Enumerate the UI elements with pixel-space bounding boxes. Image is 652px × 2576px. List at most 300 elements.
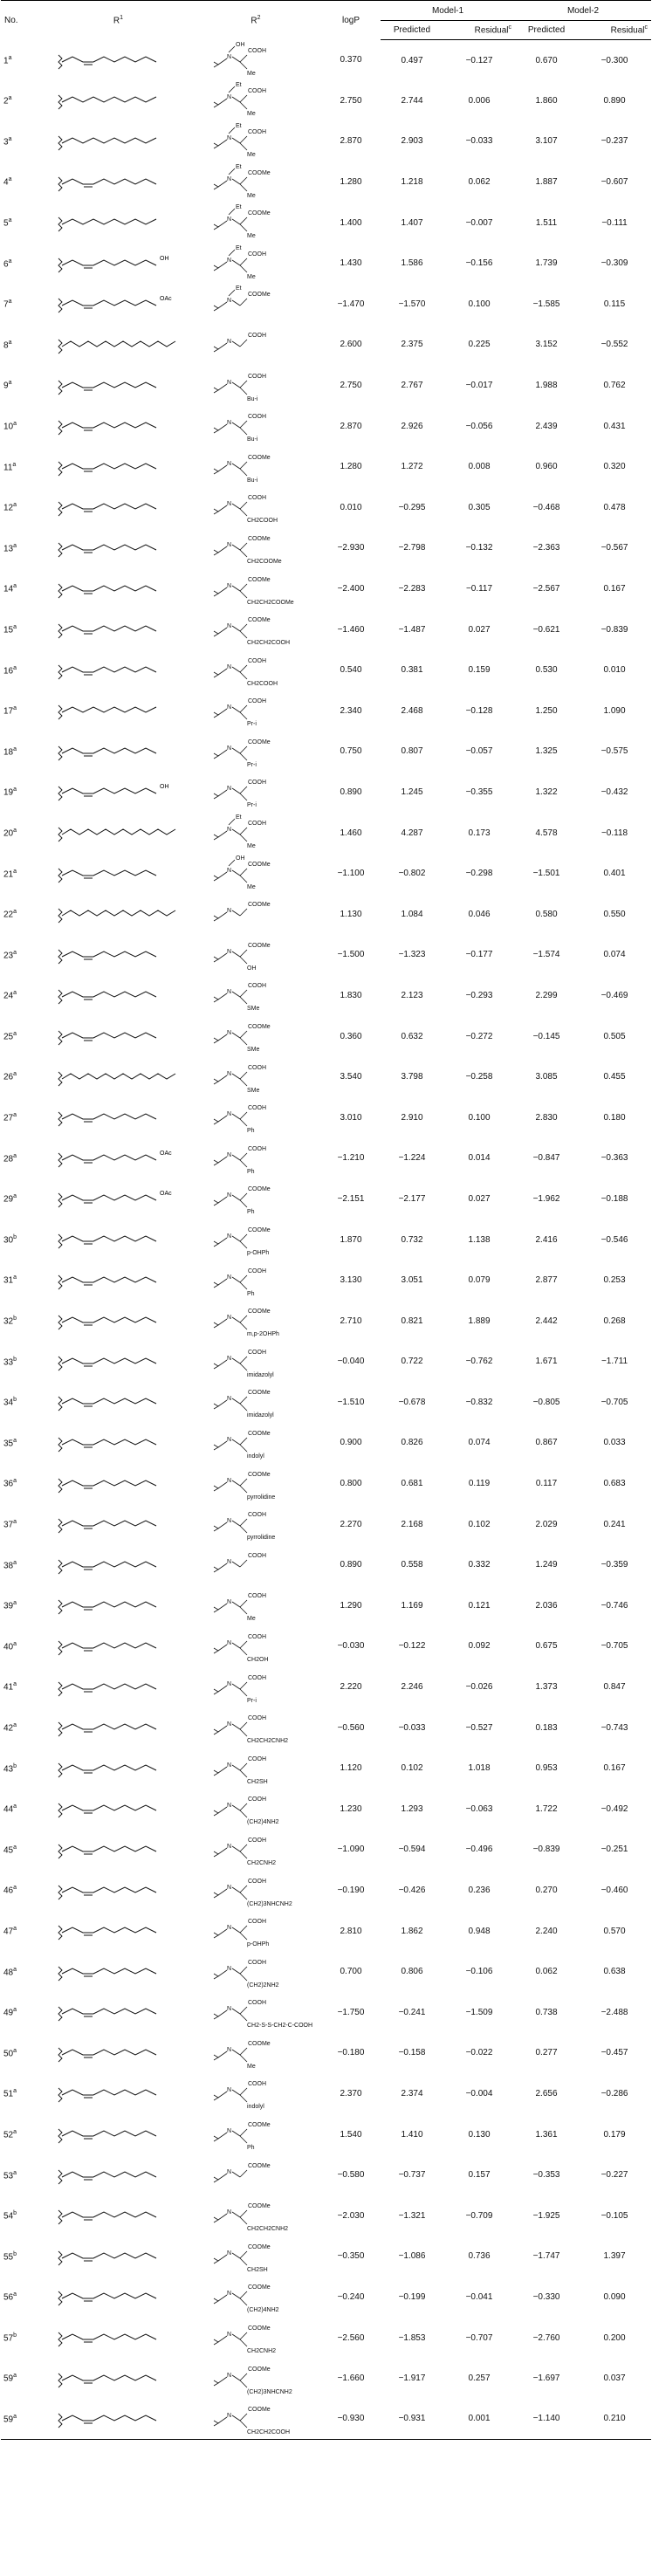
cell-r2	[190, 1585, 321, 1626]
cell-predicted-2: −0.621	[532, 624, 560, 635]
svg-text:COOMe: COOMe	[248, 2122, 271, 2129]
cell-predicted-2: 3.085	[535, 1072, 558, 1082]
cell-predicted-2: −0.145	[532, 1031, 560, 1041]
svg-text:pyrrolidine: pyrrolidine	[247, 1494, 276, 1501]
svg-text:COOH: COOH	[248, 1674, 266, 1681]
cell-no: 45$^a$	[3, 1844, 17, 1856]
cell-logp: −0.350	[337, 2251, 365, 2262]
cell-residual-1: 0.119	[468, 1479, 491, 1489]
svg-text:COOMe: COOMe	[248, 535, 271, 542]
r2-structure-icon	[203, 163, 308, 202]
r1-structure-icon	[53, 2117, 184, 2152]
table-row	[1, 813, 651, 854]
cell-predicted-1: 2.123	[401, 990, 423, 1000]
table-row	[1, 609, 651, 650]
cell-predicted-1: 1.410	[401, 2129, 423, 2140]
cell-predicted-1: 0.722	[401, 1357, 423, 1367]
cell-r1	[46, 1789, 190, 1830]
table-row	[1, 1870, 651, 1911]
cell-r2	[190, 2195, 321, 2236]
cell-logp: 2.270	[340, 1519, 362, 1529]
cell-residual-1: 0.173	[468, 828, 491, 838]
cell-r2	[190, 1748, 321, 1789]
table-row	[1, 406, 651, 447]
cell-r2	[190, 1789, 321, 1830]
cell-residual-1: −0.063	[465, 1803, 493, 1814]
r1-structure-icon	[53, 1832, 184, 1867]
cell-residual-1: −0.117	[465, 584, 493, 594]
cell-r2	[190, 1342, 321, 1383]
cell-predicted-1: 1.169	[401, 1600, 423, 1611]
cell-predicted-2: 0.270	[535, 1886, 558, 1896]
cell-predicted-2: 1.249	[535, 1560, 558, 1570]
cell-no: 39$^a$	[3, 1600, 17, 1611]
cell-predicted-1: 2.168	[401, 1519, 423, 1529]
cell-r2	[190, 1301, 321, 1342]
cell-logp: 1.230	[340, 1803, 362, 1814]
cell-predicted-1: −0.122	[398, 1641, 426, 1652]
cell-no: 20$^a$	[3, 827, 17, 839]
cell-predicted-2: −1.697	[532, 2373, 560, 2384]
cell-residual-2: 0.033	[603, 1438, 626, 1448]
cell-predicted-1: −0.158	[398, 2048, 426, 2058]
cell-predicted-2: 2.299	[535, 990, 558, 1000]
cell-residual-2: 0.638	[603, 1967, 626, 1977]
cell-no: 51$^a$	[3, 2088, 17, 2099]
cell-residual-2: 0.478	[603, 502, 626, 512]
cell-residual-2: 0.550	[603, 909, 626, 919]
cell-no: 23$^a$	[3, 949, 17, 961]
header-no: No.	[1, 1, 46, 40]
cell-r2	[190, 1911, 321, 1952]
svg-text:OAc: OAc	[159, 1150, 172, 1157]
cell-predicted-2: −1.574	[532, 950, 560, 960]
cell-r2	[190, 1870, 321, 1911]
cell-predicted-2: 4.578	[535, 828, 558, 838]
r2-structure-icon	[203, 2156, 308, 2195]
cell-no: 56$^a$	[3, 2291, 17, 2303]
svg-text:OH: OH	[236, 41, 245, 48]
svg-text:(CH2)2NH2: (CH2)2NH2	[247, 1982, 279, 1989]
cell-residual-2: −0.839	[601, 624, 628, 635]
table-row	[1, 2318, 651, 2359]
cell-residual-1: 1.889	[468, 1315, 491, 1326]
cell-r1	[46, 1178, 190, 1219]
cell-residual-1: −0.832	[465, 1397, 493, 1407]
svg-text:Pr-i: Pr-i	[247, 1697, 257, 1704]
cell-no: 22$^a$	[3, 909, 17, 920]
cell-r2	[190, 1056, 321, 1097]
r1-structure-icon	[53, 653, 184, 688]
cell-r2	[190, 325, 321, 366]
cell-r1	[46, 1056, 190, 1097]
cell-residual-2: 0.762	[603, 381, 626, 391]
cell-residual-2: 0.683	[603, 1479, 626, 1489]
svg-text:Et: Et	[236, 122, 242, 129]
cell-predicted-2: 1.361	[535, 2129, 558, 2140]
cell-predicted-2: 1.988	[535, 381, 558, 391]
svg-text:N: N	[227, 460, 232, 467]
cell-no: 5$^a$	[3, 217, 12, 229]
r1-structure-icon	[53, 856, 184, 891]
svg-text:N: N	[227, 1030, 232, 1037]
cell-predicted-2: 0.062	[535, 1967, 558, 1977]
r2-structure-icon	[203, 1993, 313, 2031]
svg-text:Ph: Ph	[247, 1168, 255, 1175]
svg-text:COOMe: COOMe	[248, 861, 271, 868]
r1-structure-icon	[53, 165, 184, 200]
r2-structure-icon	[203, 41, 308, 79]
svg-text:Bu-i: Bu-i	[247, 395, 258, 402]
r2-structure-icon	[203, 1546, 308, 1584]
cell-predicted-1: 0.632	[401, 1031, 423, 1041]
cell-no: 4$^a$	[3, 176, 12, 188]
r1-structure-icon	[53, 531, 184, 566]
r2-structure-icon	[203, 1749, 308, 1788]
cell-residual-2: −0.457	[601, 2048, 628, 2058]
cell-logp: 2.710	[340, 1315, 362, 1326]
svg-text:p-OHPh: p-OHPh	[247, 1250, 270, 1257]
cell-logp: 2.340	[340, 705, 362, 716]
svg-text:p-OHPh: p-OHPh	[247, 1941, 270, 1948]
cell-predicted-2: 0.675	[535, 1641, 558, 1652]
svg-text:N: N	[227, 1233, 232, 1240]
cell-r1	[46, 1504, 190, 1545]
svg-text:SMe: SMe	[247, 1006, 260, 1013]
cell-residual-1: −0.298	[465, 869, 493, 879]
svg-text:COOMe: COOMe	[248, 1430, 271, 1437]
data-table	[1, 0, 651, 2440]
r2-structure-icon	[203, 1383, 308, 1421]
svg-text:N: N	[227, 989, 232, 996]
cell-logp: 1.280	[340, 177, 362, 188]
cell-residual-2: −0.105	[601, 2210, 628, 2221]
cell-logp: 3.130	[340, 1275, 362, 1286]
cell-logp: −2.400	[337, 584, 365, 594]
cell-residual-1: 0.236	[468, 1886, 491, 1896]
cell-predicted-2: 1.671	[535, 1357, 558, 1367]
table-row	[1, 40, 651, 81]
cell-residual-2: −0.111	[601, 217, 628, 228]
svg-text:N: N	[227, 298, 232, 305]
svg-text:COOH: COOH	[248, 1512, 266, 1519]
cell-predicted-2: 0.738	[535, 2007, 558, 2017]
r1-structure-icon	[53, 1913, 184, 1948]
table-row	[1, 935, 651, 976]
cell-no: 50$^a$	[3, 2047, 17, 2059]
cell-predicted-1: 3.798	[401, 1072, 423, 1082]
cell-r1	[46, 975, 190, 1016]
cell-logp: 1.280	[340, 462, 362, 472]
svg-text:CH2CH2COOH: CH2CH2COOH	[247, 640, 291, 647]
cell-logp: 2.870	[340, 136, 362, 147]
cell-r2	[190, 284, 321, 325]
cell-residual-2: −0.188	[601, 1193, 628, 1204]
table-row	[1, 1219, 651, 1261]
table-row	[1, 528, 651, 569]
svg-text:(CH2)4NH2: (CH2)4NH2	[247, 1819, 279, 1826]
cell-residual-2: 0.268	[603, 1315, 626, 1326]
r1-structure-icon	[53, 2076, 184, 2111]
r2-structure-icon	[203, 814, 308, 852]
header-residual-1: Residual$^c$	[443, 21, 515, 40]
cell-predicted-1: −1.323	[398, 950, 426, 960]
svg-text:N: N	[227, 1599, 232, 1606]
cell-logp: 1.870	[340, 1234, 362, 1245]
r2-structure-icon	[203, 773, 308, 811]
cell-r1	[46, 406, 190, 447]
cell-r2	[190, 690, 321, 732]
cell-predicted-1: −0.295	[398, 502, 426, 512]
cell-residual-1: −0.057	[465, 746, 493, 757]
svg-text:COOMe: COOMe	[248, 292, 271, 299]
header-r1: $R^1$	[46, 1, 190, 40]
cell-residual-2: 0.167	[603, 584, 626, 594]
cell-predicted-2: 2.036	[535, 1600, 558, 1611]
svg-text:COOH: COOH	[248, 983, 266, 990]
table-row	[1, 284, 651, 325]
svg-text:Pr-i: Pr-i	[247, 761, 257, 768]
table-row	[1, 1789, 651, 1830]
cell-residual-2: −0.705	[601, 1641, 628, 1652]
svg-text:SMe: SMe	[247, 1047, 260, 1054]
svg-text:COOH: COOH	[248, 2081, 266, 2088]
cell-r1	[46, 1544, 190, 1585]
cell-r1	[46, 1097, 190, 1138]
cell-residual-1: −0.041	[465, 2291, 493, 2302]
cell-r2	[190, 732, 321, 773]
cell-residual-2: −0.743	[601, 1722, 628, 1733]
svg-text:COOMe: COOMe	[248, 2284, 271, 2291]
table-row	[1, 732, 651, 773]
cell-no: 7$^a$	[3, 299, 12, 310]
r1-structure-icon	[53, 774, 184, 809]
cell-r2	[190, 1016, 321, 1057]
cell-residual-1: −1.509	[465, 2007, 493, 2017]
cell-predicted-1: −1.853	[398, 2332, 426, 2343]
cell-predicted-2: −1.925	[532, 2210, 560, 2221]
cell-predicted-1: −1.487	[398, 624, 426, 635]
cell-r1	[46, 813, 190, 854]
svg-text:N: N	[227, 1396, 232, 1403]
svg-text:CH2COOH: CH2COOH	[247, 680, 278, 687]
cell-residual-2: 0.847	[603, 1682, 626, 1693]
svg-text:Et: Et	[236, 163, 242, 170]
cell-r1	[46, 2399, 190, 2440]
cell-predicted-2: −0.353	[532, 2170, 560, 2181]
cell-predicted-1: −0.931	[381, 2399, 443, 2440]
r1-structure-icon	[53, 1670, 184, 1705]
cell-predicted-2: 1.860	[535, 95, 558, 106]
cell-logp: −0.930	[321, 2399, 381, 2440]
cell-residual-1: −0.017	[465, 381, 493, 391]
cell-logp: −2.030	[337, 2210, 365, 2221]
svg-text:N: N	[227, 2291, 232, 2298]
cell-residual-2: 0.570	[603, 1926, 626, 1936]
cell-r1	[46, 2154, 190, 2195]
cell-no: 16$^a$	[3, 664, 17, 676]
svg-text:COOMe: COOMe	[248, 2243, 271, 2250]
r2-structure-icon	[203, 691, 308, 730]
cell-logp: −1.460	[337, 624, 365, 635]
svg-text:SMe: SMe	[247, 1087, 260, 1094]
table-row	[1, 894, 651, 935]
cell-no: 12$^a$	[3, 502, 17, 513]
table-row	[1, 2073, 651, 2114]
cell-predicted-2: 0.580	[535, 909, 558, 919]
svg-text:Bu-i: Bu-i	[247, 477, 258, 484]
svg-text:COOH: COOH	[248, 2000, 266, 2007]
svg-text:Bu-i: Bu-i	[247, 436, 258, 443]
r1-structure-icon	[53, 490, 184, 525]
cell-r2	[190, 1178, 321, 1219]
cell-residual-2: 0.090	[603, 2291, 626, 2302]
r1-structure-icon	[53, 1019, 184, 1054]
r1-structure-icon	[53, 1263, 184, 1298]
table-row	[1, 80, 651, 121]
svg-text:COOH: COOH	[248, 495, 266, 502]
cell-logp: 0.890	[340, 1560, 362, 1570]
cell-r1	[46, 1911, 190, 1952]
cell-r1	[46, 203, 190, 244]
cell-residual-2: 0.320	[603, 462, 626, 472]
r2-structure-icon	[203, 1139, 308, 1178]
cell-residual-1: 0.001	[443, 2399, 515, 2440]
cell-predicted-2: −2.567	[532, 584, 560, 594]
svg-text:Me: Me	[247, 2063, 256, 2070]
svg-text:imidazolyl: imidazolyl	[247, 1371, 274, 1378]
r2-structure-icon	[203, 1465, 308, 1503]
svg-text:COOH: COOH	[248, 1145, 266, 1152]
r2-structure-icon	[203, 2074, 308, 2112]
cell-logp: 0.370	[340, 55, 362, 65]
r1-structure-icon	[53, 1303, 184, 1338]
header-residual-2: Residual$^c$	[578, 21, 651, 40]
header-logp: logP	[321, 1, 381, 40]
r2-structure-icon	[203, 855, 308, 893]
cell-r1	[46, 2318, 190, 2359]
cell-r2	[190, 40, 321, 81]
cell-predicted-1: −0.737	[398, 2170, 426, 2181]
svg-text:COOH: COOH	[248, 657, 266, 664]
cell-predicted-1: 2.767	[401, 381, 423, 391]
cell-predicted-2: 2.416	[535, 1234, 558, 1245]
cell-r2	[190, 2277, 321, 2318]
svg-text:N: N	[227, 867, 232, 874]
cell-predicted-1: −0.802	[398, 869, 426, 879]
table-row	[1, 1056, 651, 1097]
cell-residual-1: −0.026	[465, 1682, 493, 1693]
cell-residual-1: 0.062	[468, 177, 491, 188]
r1-structure-icon	[53, 43, 184, 78]
cell-residual-2: −0.432	[601, 787, 628, 797]
r1-structure-icon	[53, 612, 184, 647]
svg-text:CH2SH: CH2SH	[247, 2266, 268, 2273]
svg-text:COOMe: COOMe	[248, 2325, 271, 2332]
cell-r2	[190, 80, 321, 121]
cell-r1	[46, 284, 190, 325]
svg-text:N: N	[227, 2372, 232, 2379]
cell-r2	[190, 1544, 321, 1585]
cell-predicted-2: −1.501	[532, 869, 560, 879]
cell-predicted-2: −1.585	[532, 299, 560, 309]
header-r2: $R^2$	[190, 1, 321, 40]
cell-r2	[190, 772, 321, 813]
cell-logp: −2.930	[337, 543, 365, 553]
r2-structure-icon	[203, 1017, 308, 1055]
cell-predicted-1: −1.321	[398, 2210, 426, 2221]
svg-text:OH: OH	[236, 855, 245, 862]
svg-text:COOH: COOH	[248, 332, 266, 339]
cell-logp: 1.120	[340, 1763, 362, 1774]
table-row	[1, 1951, 651, 1992]
svg-text:Ph: Ph	[247, 1128, 255, 1135]
cell-logp: −1.100	[337, 869, 365, 879]
table-row	[1, 325, 651, 366]
cell-residual-1: −0.707	[465, 2332, 493, 2343]
cell-predicted-1: 1.084	[401, 909, 423, 919]
cell-residual-2: 0.037	[603, 2373, 626, 2384]
r2-structure-icon	[203, 2400, 308, 2438]
r1-structure-icon	[53, 1629, 184, 1664]
svg-text:N: N	[227, 1680, 232, 1687]
cell-logp: 0.800	[340, 1479, 362, 1489]
cell-r2	[190, 1138, 321, 1179]
cell-r2	[190, 2114, 321, 2155]
svg-text:COOH: COOH	[248, 1796, 266, 1803]
cell-predicted-2: 0.867	[535, 1438, 558, 1448]
cell-residual-2: −0.546	[601, 1234, 628, 1245]
cell-no: 38$^a$	[3, 1559, 17, 1570]
svg-text:N: N	[227, 1111, 232, 1118]
table-row	[1, 1016, 651, 1057]
cell-predicted-2: 1.722	[535, 1803, 558, 1814]
cell-residual-1: −0.156	[465, 258, 493, 269]
table-row	[1, 853, 651, 894]
cell-r1	[46, 1138, 190, 1179]
cell-no: 11$^a$	[3, 461, 17, 472]
cell-r1	[46, 121, 190, 162]
cell-predicted-2: 2.830	[535, 1112, 558, 1123]
svg-text:N: N	[227, 1884, 232, 1891]
svg-text:COOMe: COOMe	[248, 1186, 271, 1193]
r1-structure-icon	[53, 1344, 184, 1379]
svg-text:CH2COOMe: CH2COOMe	[247, 558, 282, 565]
cell-logp: 1.130	[340, 909, 362, 919]
cell-logp: 2.870	[340, 421, 362, 431]
cell-r2	[190, 853, 321, 894]
cell-residual-2: 0.210	[578, 2399, 651, 2440]
svg-text:COOH: COOH	[248, 1919, 266, 1926]
table-row	[1, 1382, 651, 1423]
svg-text:COOH: COOH	[248, 1105, 266, 1112]
cell-logp: −1.210	[337, 1153, 365, 1164]
r1-structure-icon	[53, 450, 184, 484]
cell-residual-1: −0.355	[465, 787, 493, 797]
cell-r1	[46, 568, 190, 609]
table-row	[1, 243, 651, 284]
cell-logp: 2.750	[340, 381, 362, 391]
cell-r2	[190, 935, 321, 976]
svg-text:COOMe: COOMe	[248, 1309, 271, 1315]
svg-text:COOMe: COOMe	[248, 902, 271, 909]
r1-structure-icon	[53, 1710, 184, 1745]
cell-predicted-1: −0.678	[398, 1397, 426, 1407]
svg-text:Me: Me	[247, 843, 256, 850]
cell-no: 54$^b$	[3, 2210, 17, 2222]
r1-structure-icon	[53, 1060, 184, 1095]
svg-text:COOH: COOH	[248, 1593, 266, 1600]
